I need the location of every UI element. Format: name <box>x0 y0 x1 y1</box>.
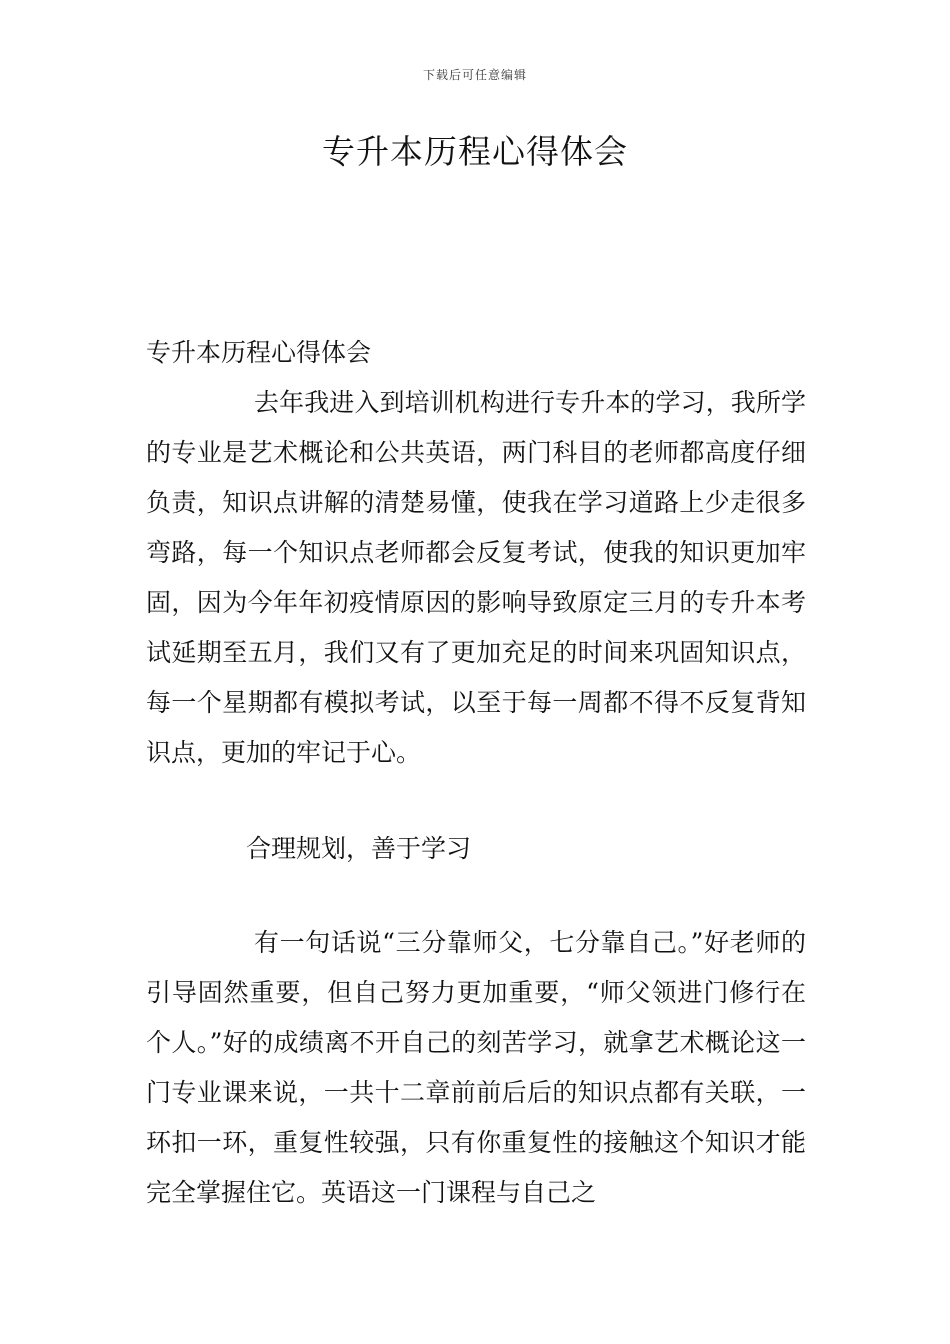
section-heading: 合理规划，善于学习 <box>246 834 472 863</box>
document-subtitle: 专升本历程心得体会 <box>146 338 372 367</box>
spacer <box>146 778 806 824</box>
paragraph-1: 去年我进入到培训机构进行专升本的学习，我所学的专业是艺术概论和公共英语，两门科目的老师都高度仔细负责，知识点讲解的清楚易懂，使我在学习道路上少走很多弯路，每一个知识点老师都会反复考试，使我的知识更加牢固，因为今年年初疫情原因的影响导致原定三月的专升本考试延期至五月，我们又有了更加充足的时间来巩固知识点，每一个星期都有模拟考试，以至于每一周都不得不反复背知识点，更加的牢记于心。 <box>146 388 806 767</box>
paragraph-2: 有一句话说“三分靠师父，七分靠自己。”好老师的引导固然重要，但自己努力更加重要，“师父领进门修行在个人。”好的成绩离不开自己的刻苦学习，就拿艺术概论这一门专业课来说，一共十二章前前后后的知识点都有关联，一环扣一环，重复性较强，只有你重复性的接触这个知识才能完全掌握住它。英语这一门课程与自己之 <box>146 928 806 1207</box>
header-note: 下载后可任意编辑 <box>422 68 527 82</box>
spacer <box>146 874 806 918</box>
document-title: 专升本历程心得体会 <box>322 132 628 171</box>
document-body <box>146 328 806 1218</box>
